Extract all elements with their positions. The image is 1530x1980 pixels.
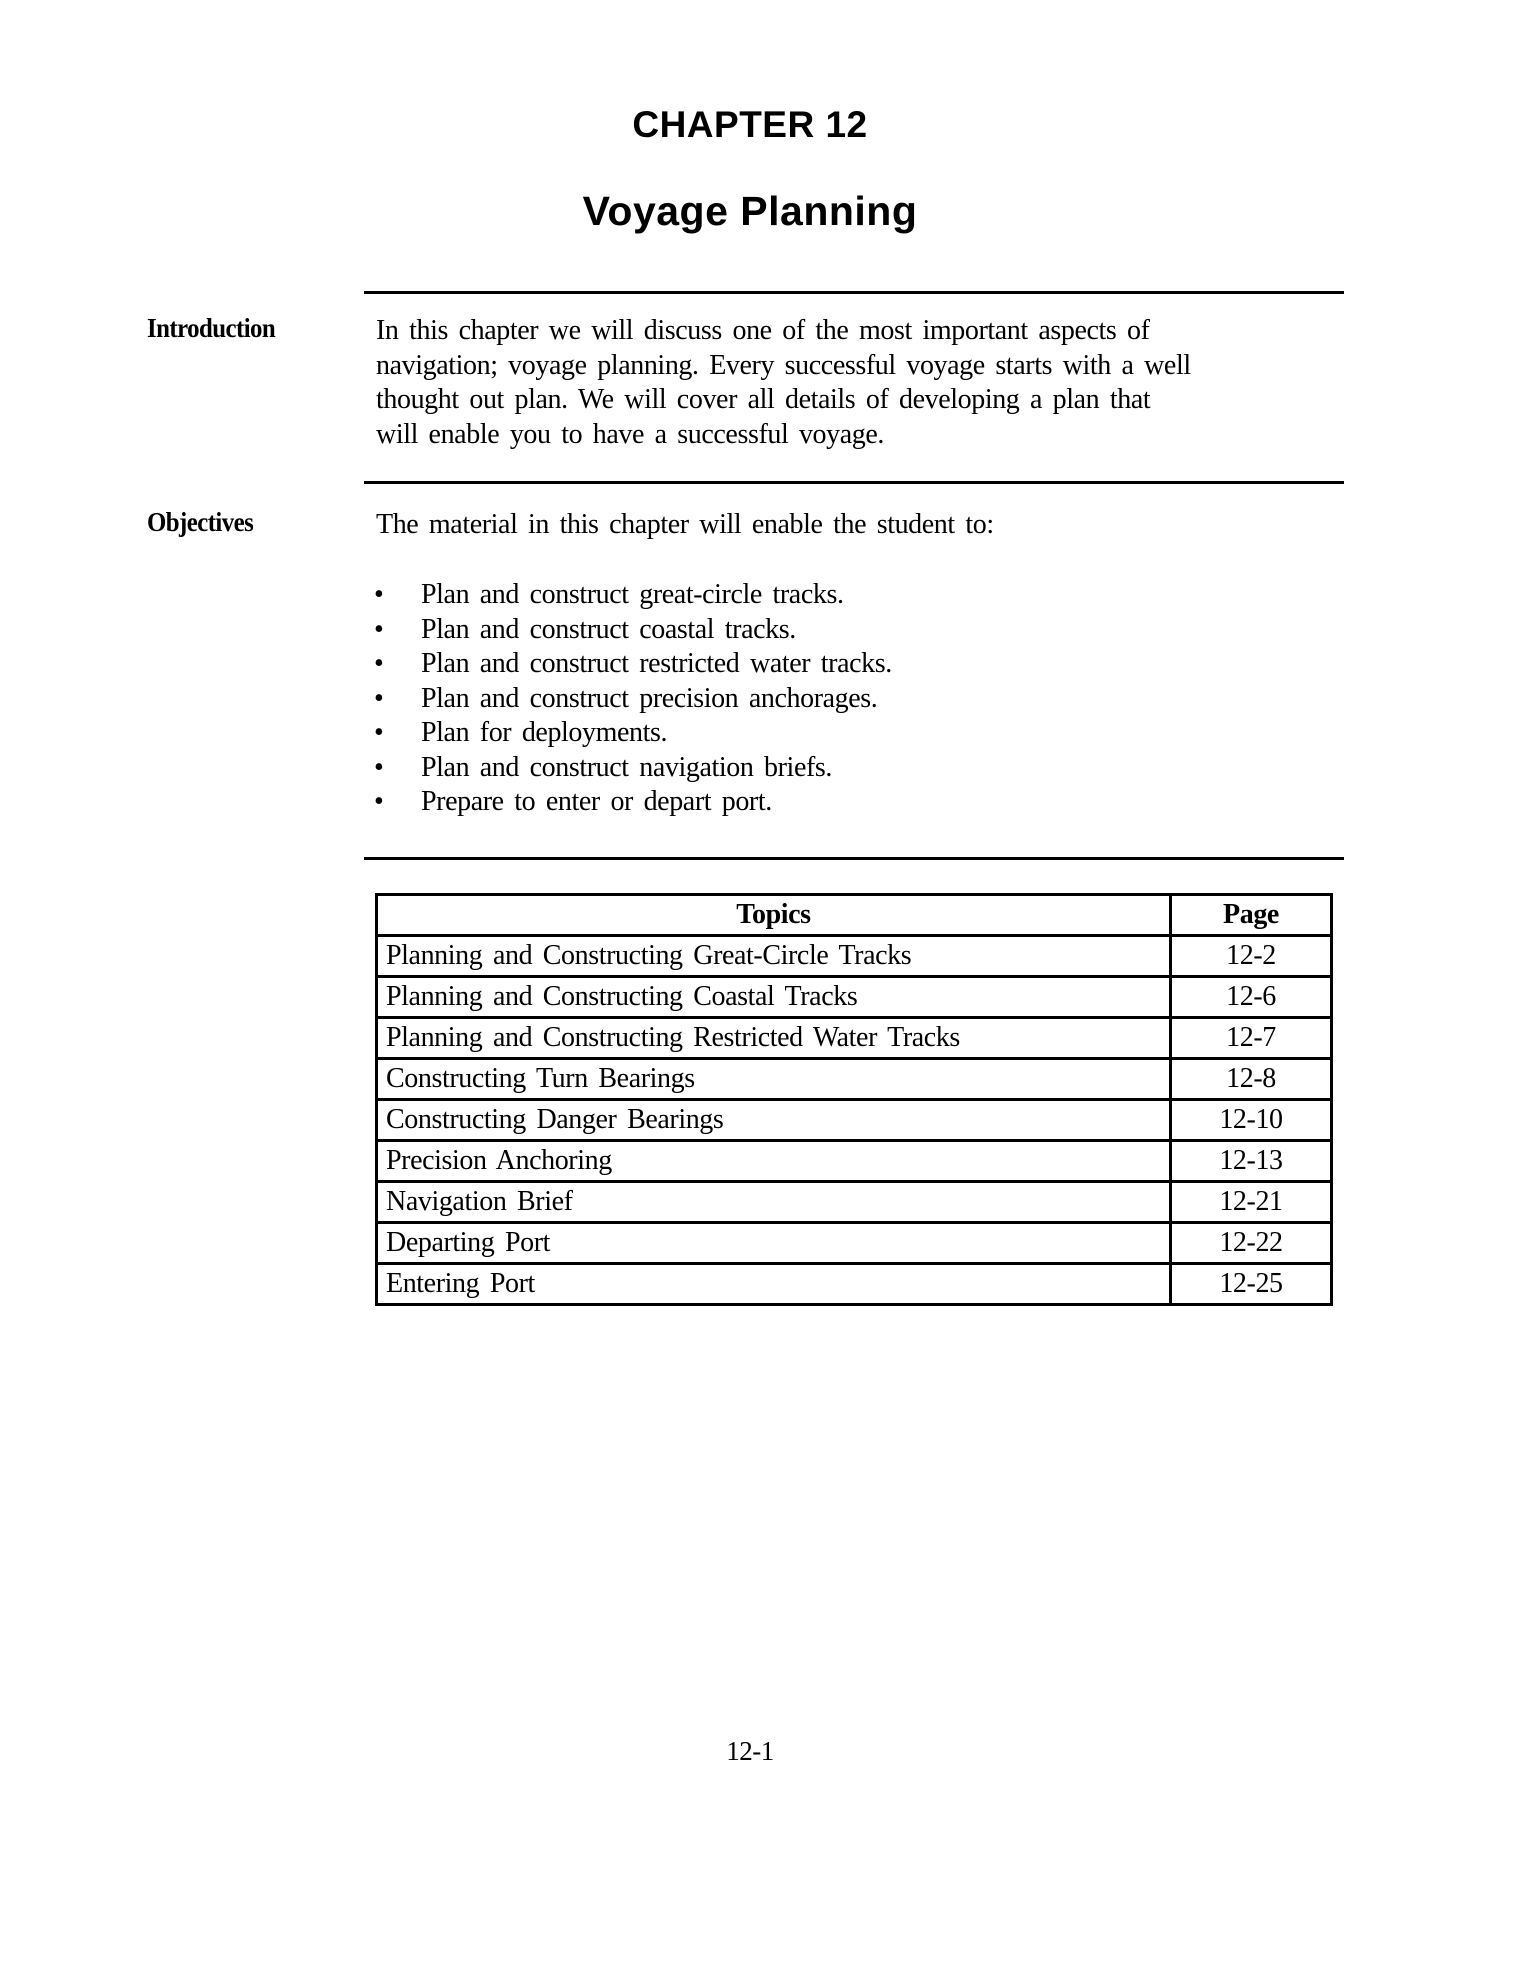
divider-rule-bottom bbox=[364, 857, 1344, 860]
bullet-icon: • bbox=[374, 682, 384, 714]
objective-text: Prepare to enter or depart port. bbox=[421, 786, 772, 817]
chapter-number: CHAPTER 12 bbox=[632, 104, 868, 145]
topic-cell: Constructing Danger Bearings bbox=[377, 1100, 1171, 1141]
objectives-list bbox=[370, 578, 892, 820]
introduction-text bbox=[376, 314, 1336, 452]
divider-rule-middle bbox=[364, 481, 1344, 484]
page-cell: 12-10 bbox=[1171, 1100, 1332, 1141]
list-item bbox=[370, 785, 892, 820]
topic-cell: Precision Anchoring bbox=[377, 1141, 1171, 1182]
objective-text: Plan and construct coastal tracks. bbox=[421, 613, 796, 645]
page-cell: 12-21 bbox=[1171, 1182, 1332, 1223]
table-row bbox=[377, 1059, 1332, 1100]
page-cell: 12-2 bbox=[1171, 936, 1332, 977]
topic-cell: Constructing Turn Bearings bbox=[377, 1059, 1171, 1100]
list-item bbox=[370, 716, 892, 751]
table-header-row bbox=[377, 895, 1332, 936]
introduction-line: navigation; voyage planning. Every successful voyage starts with a well bbox=[376, 349, 1191, 381]
table-row bbox=[377, 977, 1332, 1018]
list-item bbox=[370, 647, 892, 682]
introduction-line: thought out plan. We will cover all details of developing a plan that bbox=[376, 384, 1151, 415]
list-item bbox=[370, 751, 892, 786]
bullet-icon: • bbox=[374, 579, 384, 610]
objectives-label: Objectives bbox=[147, 507, 254, 537]
list-item bbox=[370, 613, 892, 648]
objective-text: Plan and construct restricted water tracks. bbox=[421, 648, 892, 679]
divider-rule-top bbox=[364, 291, 1344, 294]
topic-cell: Planning and Constructing Coastal Tracks bbox=[377, 977, 1171, 1018]
topic-cell: Planning and Constructing Great-Circle Tracks bbox=[377, 936, 1171, 977]
table-row bbox=[377, 1264, 1332, 1305]
introduction-line: In this chapter we will discuss one of the most important aspects of bbox=[376, 315, 1150, 346]
bullet-icon: • bbox=[374, 717, 384, 748]
topics-table bbox=[375, 893, 1333, 1306]
topic-cell: Departing Port bbox=[377, 1223, 1171, 1264]
topic-cell: Planning and Constructing Restricted Water Tracks bbox=[377, 1018, 1171, 1059]
chapter-title: Voyage Planning bbox=[582, 188, 918, 234]
page-cell: 12-7 bbox=[1171, 1018, 1332, 1059]
page-cell: 12-6 bbox=[1171, 977, 1332, 1018]
table-row bbox=[377, 1141, 1332, 1182]
objectives-lead-in: The material in this chapter will enable the student to: bbox=[376, 509, 994, 540]
objective-text: Plan and construct great-circle tracks. bbox=[421, 579, 844, 610]
bullet-icon: • bbox=[374, 613, 384, 645]
list-item bbox=[370, 682, 892, 717]
bullet-icon: • bbox=[374, 751, 384, 783]
table-row bbox=[377, 1223, 1332, 1264]
table-row bbox=[377, 1182, 1332, 1223]
page-cell: 12-8 bbox=[1171, 1059, 1332, 1100]
bullet-icon: • bbox=[374, 648, 384, 679]
objective-text: Plan and construct precision anchorages. bbox=[421, 682, 878, 714]
bullet-icon: • bbox=[374, 786, 384, 817]
objective-text: Plan and construct navigation briefs. bbox=[421, 751, 832, 783]
topic-cell: Entering Port bbox=[377, 1264, 1171, 1305]
column-header-page: Page bbox=[1171, 895, 1332, 936]
topic-cell: Navigation Brief bbox=[377, 1182, 1171, 1223]
table-row bbox=[377, 1018, 1332, 1059]
table-row bbox=[377, 1100, 1332, 1141]
page-number: 12-1 bbox=[726, 1736, 774, 1766]
page-cell: 12-25 bbox=[1171, 1264, 1332, 1305]
page-cell: 12-13 bbox=[1171, 1141, 1332, 1182]
list-item bbox=[370, 578, 892, 613]
page-cell: 12-22 bbox=[1171, 1223, 1332, 1264]
introduction-line: will enable you to have a successful voyage. bbox=[376, 418, 885, 450]
objective-text: Plan for deployments. bbox=[421, 717, 668, 748]
introduction-label: Introduction bbox=[147, 313, 276, 343]
column-header-topics: Topics bbox=[377, 895, 1171, 936]
table-row bbox=[377, 936, 1332, 977]
